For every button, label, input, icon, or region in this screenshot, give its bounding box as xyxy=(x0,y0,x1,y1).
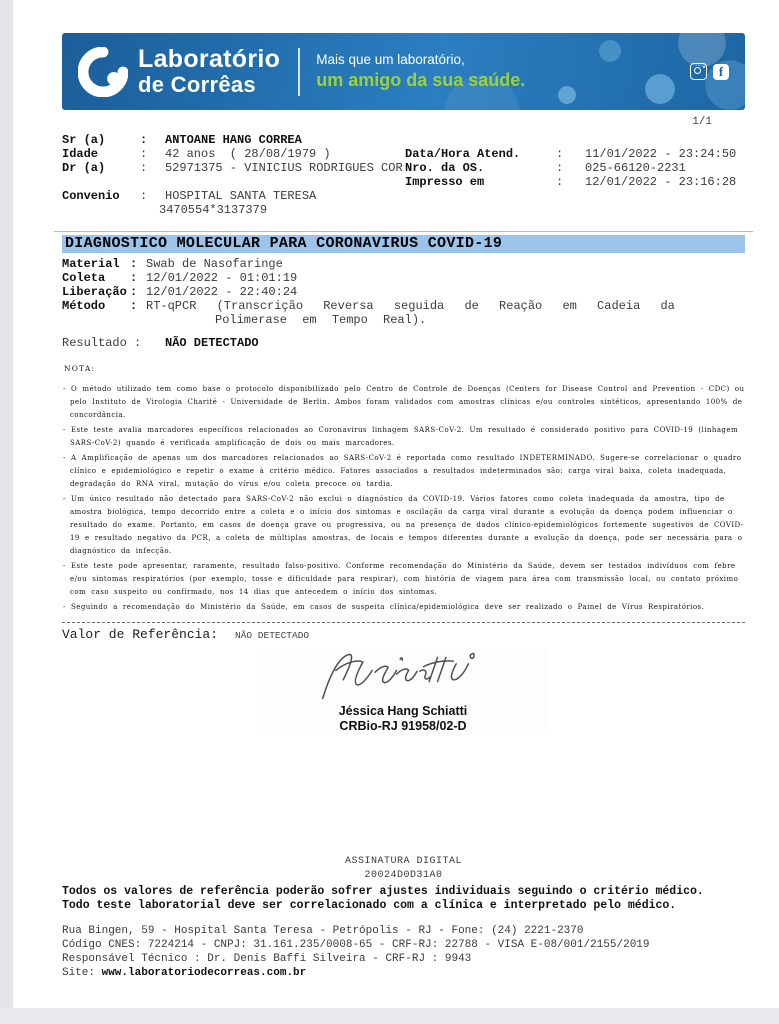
metodo-row xyxy=(62,299,745,313)
metodo-value-line2: Polimerase em Tempo Real). xyxy=(215,313,427,327)
colon: : xyxy=(140,161,148,175)
disclaimer-line1: Todos os valores de referência poderão sofrer ajustes individuais seguindo o critério médico. xyxy=(62,885,704,898)
coleta-value: 12/01/2022 - 01:01:19 xyxy=(146,271,298,285)
patient-age-value: 42 anos ( 28/08/1979 ) xyxy=(165,147,331,161)
note-item: - Um único resultado não detectado para SARS-CoV-2 não exclui o diagnóstico da COVID-19. Vários fatores como coleta inadequada da amostra, tipo de amostra biológica, tempo decorrido entre a coleta e o início dos sintomas e oscilação da carga viral durante a evolução da doença podem influenciar o resultado do exame. Portanto, em casos de doença grave ou progressiva, ou na presença de dados clínico-epidemiológicos fortemente sugestivos de COVID-19 e resultado negativo da PCR, a coleta de múltiplas amostras, de locais e tempos diferentes durante a evolução da doença, pode ser necessária para o diagnóstico da infecção. xyxy=(63,495,744,555)
signer-name: Jéssica Hang Schiatti xyxy=(338,704,468,718)
atend-value: 11/01/2022 - 23:24:50 xyxy=(585,147,737,161)
signature-block xyxy=(258,648,548,734)
banner-divider xyxy=(298,48,300,96)
convenio-row xyxy=(62,189,745,203)
note-item: - A Amplificação de apenas um dos marcadores relacionados ao SARS-CoV-2 é reportada como resultado INDETERMINADO. Sugere-se correlacionar o quadro clínico e epidemiológico e repetir o exame à critério médico. Fatores associados a resultados indeterminados são: carga viral baixa, coleta inadequada, degradação do RNA viral, mutação do vírus e/ou coleta precoce ou tardia. xyxy=(63,454,742,488)
convenio-value: HOSPITAL SANTA TERESA xyxy=(165,189,317,203)
section-divider xyxy=(54,231,753,232)
colon: : xyxy=(140,189,148,203)
tagline-line2: um amigo da sua saúde. xyxy=(316,69,526,90)
colon: : xyxy=(556,147,564,161)
os-label: Nro. da OS. xyxy=(405,161,485,175)
liberacao-value: 12/01/2022 - 22:40:24 xyxy=(146,285,298,299)
coleta-row xyxy=(62,271,745,285)
resultado-value: NÃO DETECTADO xyxy=(165,336,259,350)
doctor-label: Dr (a) xyxy=(62,161,106,175)
signer-registry: CRBio-RJ 91958/02-D xyxy=(339,719,467,733)
notes-heading: NOTA: xyxy=(64,364,96,373)
patient-age-row xyxy=(62,147,745,161)
resultado-row xyxy=(62,336,745,350)
metodo-label: Método xyxy=(62,299,106,313)
tagline-line1: Mais que um laboratório, xyxy=(316,51,465,67)
colon: : xyxy=(130,257,138,271)
site-url: www.laboratoriodecorreas.com.br xyxy=(101,967,307,979)
exam-title-bar: DIAGNOSTICO MOLECULAR PARA CORONAVIRUS COVID-19 xyxy=(62,235,745,253)
liberacao-row xyxy=(62,285,745,299)
doctor-value: 52971375 - VINICIUS RODRIGUES COR xyxy=(165,161,403,175)
footer-site-row xyxy=(62,967,762,979)
liberacao-label: Liberação xyxy=(62,285,127,299)
social-icons xyxy=(690,63,729,80)
facebook-icon: f xyxy=(713,64,729,80)
digital-signature-label: ASSINATURA DIGITAL xyxy=(344,856,463,867)
lab-logo xyxy=(78,47,280,97)
colon: : xyxy=(130,299,138,313)
logo-line2: de Corrêas xyxy=(138,72,256,97)
resultado-label: Resultado xyxy=(62,336,127,350)
logo-line1: Laboratório xyxy=(138,45,281,73)
reference-value: NÃO DETECTADO xyxy=(235,630,310,641)
colon: : xyxy=(556,161,564,175)
signature-scrawl-icon xyxy=(308,648,498,704)
reference-label: Valor de Referência: xyxy=(62,627,219,642)
material-row xyxy=(62,257,745,271)
patient-name-label: Sr (a) xyxy=(62,133,106,147)
lab-logo-icon xyxy=(78,47,128,97)
patient-age-label: Idade xyxy=(62,147,99,161)
patient-doctor-row xyxy=(62,161,745,175)
colon: : xyxy=(140,147,148,161)
report-page xyxy=(13,0,779,1008)
colon: : xyxy=(130,285,138,299)
lab-logo-text xyxy=(138,47,280,96)
note-item: - Este teste avalia marcadores específicos relacionados ao Coronavirus linhagem SARS-CoV-2. Um resultado é considerado positivo para COVID-19 (linhagem SARS-CoV-2) quando é verificada amplificação de dois ou mais marcadores. xyxy=(63,426,739,447)
colon: : xyxy=(134,336,142,350)
reference-divider xyxy=(62,622,745,623)
printed-value: 12/01/2022 - 23:16:28 xyxy=(585,175,737,189)
colon: : xyxy=(140,133,148,147)
patient-name-row xyxy=(62,133,745,147)
colon: : xyxy=(130,271,138,285)
os-value: 025-66120-2231 xyxy=(585,161,686,175)
atend-label: Data/Hora Atend. xyxy=(405,147,521,161)
header-banner xyxy=(62,33,745,110)
notes-block xyxy=(62,383,745,616)
coleta-label: Coleta xyxy=(62,271,106,285)
banner-tagline xyxy=(316,52,525,91)
metodo-value-line1: RT-qPCR (Transcrição Reversa seguida de Reação em Cadeia da xyxy=(146,299,675,313)
site-label: Site: xyxy=(62,967,102,979)
convenio-label: Convenio xyxy=(62,189,120,203)
footer-address: Rua Bingen, 59 - Hospital Santa Teresa - Petrópolis - RJ - Fone: (24) 2221-2370 xyxy=(62,925,584,937)
report-content xyxy=(62,0,745,1008)
note-item: - Seguindo a recomendação do Ministério da Saúde, em casos de suspeita clínica/epidemiológica deve ser realizado o Painel de Vírus Respiratórios. xyxy=(63,603,705,611)
scan-left-edge xyxy=(0,0,13,1024)
footer-responsible: Responsável Técnico : Dr. Denis Baffi Silveira - CRF-RJ : 9943 xyxy=(62,953,472,965)
page-indicator: 1/1 xyxy=(692,116,712,128)
disclaimer-line2: Todo teste laboratorial deve ser correlacionado com a clínica e interpretado pelo médico. xyxy=(62,899,677,912)
convenio-code-row xyxy=(62,203,745,217)
digital-signature-code: 20024D0D31A0 xyxy=(364,870,443,881)
printed-label: Impresso em xyxy=(405,175,485,189)
material-value: Swab de Nasofaringe xyxy=(146,257,283,271)
colon: : xyxy=(556,175,564,189)
footer-codes: Código CNES: 7224214 - CNPJ: 31.161.235/0008-65 - CRF-RJ: 22788 - VISA E-08/001/2155/2019 xyxy=(62,939,650,951)
convenio-code: 3470554*3137379 xyxy=(159,203,268,217)
metodo-row2 xyxy=(62,313,745,327)
note-item: - Este teste pode apresentar, raramente, resultado falso-positivo. Conforme recomendação do Ministério da Saúde, devem ser testados indivíduos com febre e/ou sintomas respiratórios (por exemplo, tosse e dificuldade para respirar), com história de viagem para área com transmissão local, ou contato próximo com caso suspeito ou confirmado, nos 14 dias que antecedem o início dos sintomas. xyxy=(63,562,739,596)
scan-bottom-edge xyxy=(0,1008,779,1024)
note-item: - O método utilizado tem como base o protocolo disponibilizado pelo Centro de Controle de Doenças (Centers for Disease Control and Prevention - CDC) ou pelo Instituto de Virologia Charité - Universidade de Berlin. Ambos foram validados com amostras clínicas e/ou controles sintéticos, apresentando 100% de concordância. xyxy=(63,385,745,419)
patient-name-value: ANTOANE HANG CORREA xyxy=(165,133,302,147)
material-label: Material xyxy=(62,257,120,271)
printed-row xyxy=(62,175,745,189)
instagram-icon xyxy=(690,63,707,80)
